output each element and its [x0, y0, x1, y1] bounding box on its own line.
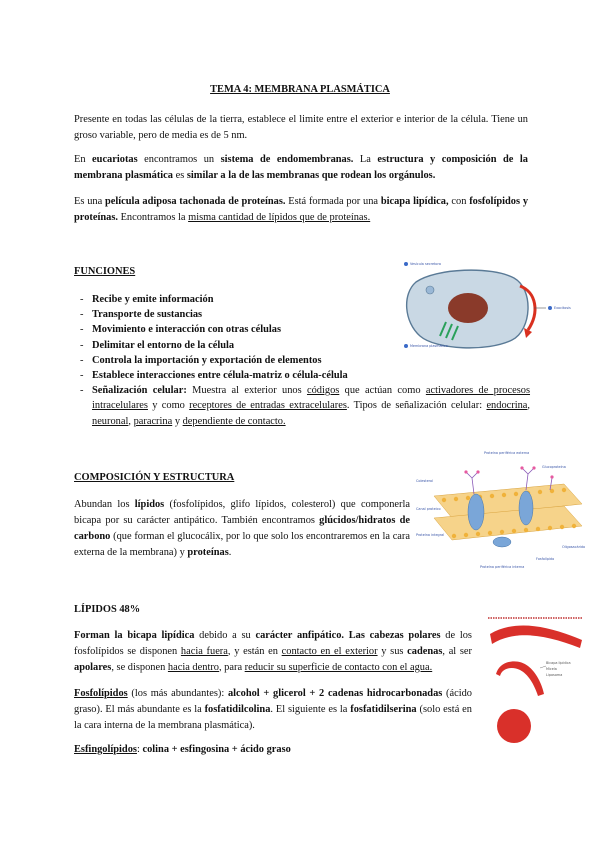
cell-figure [396, 256, 592, 356]
info-icon [404, 344, 408, 348]
liposome [497, 709, 531, 743]
membrane-label: Canal proteico [416, 507, 441, 511]
cell-label-top: Vesícula secretora [410, 262, 441, 266]
membrane-label: Glucoproteína [542, 465, 566, 469]
bilayer-sheet [488, 618, 582, 648]
intro-paragraph-1: Presente en todas las células de la tierra, establece el limite entre el exterior e interior de la célula. Tiene un groso variable, pero de media es de 5 nm. [74, 114, 528, 141]
list-item: - Delimitar el entorno de la célula [74, 338, 530, 353]
vesicle [426, 286, 434, 294]
info-icon [548, 306, 552, 310]
membrane-label: Oligosacárido [562, 545, 586, 549]
composicion-paragraph: Abundan los lípidos (fosfolípidos, glifo lípidos, colesterol) que componerla bicapa por su carácter antipático. También encontramos glúcidos/hidratos de carbono (que forman el glucocálix, por lo que solo los encontraremos en la cara externa de la membrana) y proteínas. [74, 499, 410, 558]
lipidos-heading: LÍPIDOS 48% [74, 604, 141, 615]
lipid-bilayer [434, 484, 582, 540]
list-item: - Recibe y emite información [74, 292, 530, 307]
info-icon [404, 262, 408, 266]
intro-paragraph-2: En eucariotas encontramos un sistema de endomembranas. La estructura y composición de la membrana plasmática es similar a la de las membranas que rodean los orgánulos. [74, 154, 528, 181]
membrane-label: Colesterol [416, 479, 433, 483]
composicion-heading: COMPOSICIÓN Y ESTRUCTURA [74, 472, 235, 483]
list-item: - Movimiento e interacción con otras células [74, 322, 530, 337]
lipidos-paragraph-3: Esfingolípidos: colina + esfingosina + ácido graso [74, 744, 291, 755]
membrane-label: Fosfolípido [536, 557, 555, 561]
lipid-label: Bicapa lipídica [546, 661, 571, 665]
cell-label-right: Exocitosis [554, 306, 571, 310]
membrane-label: Proteína periférica externa [484, 451, 530, 455]
lipid-structures-figure [484, 614, 588, 746]
membrane-label: Proteína integral [416, 533, 445, 537]
intro-paragraph-3: Es una película adiposa tachonada de proteínas. Está formada por una bicapa lipídica, con fosfolípidos y proteínas. Encontramos la misma cantidad de lípidos que de proteínas. [74, 196, 529, 223]
nucleus [448, 293, 488, 323]
funciones-heading: FUNCIONES [74, 266, 136, 277]
list-item: - Controla la importación y exportación de elementos [74, 353, 530, 368]
list-item: - Señalización celular: Muestra al exterior unos códigos que actúan como activadores de procesos intracelulares y como receptores de entradas extracelulares. Tipos de señalización celular: endocrina, neuronal, paracrina y dependiente de contacto. [74, 383, 530, 429]
lipid-label: Liposoma [546, 673, 563, 677]
cell-label-bottom: Membrana plasmática [410, 344, 448, 348]
list-item: - Establece interacciones entre célula-matriz o célula-célula [74, 368, 530, 383]
lipid-label: Micela [546, 667, 557, 671]
bilayer-curved [496, 661, 544, 696]
page-title: TEMA 4: MEMBRANA PLASMÁTICA [210, 84, 390, 95]
membrane-label: Proteína periférica interna [480, 565, 525, 569]
lipidos-paragraph-2: Fosfolípidos (los más abundantes): alcohol + glicerol + 2 cadenas hidrocarbonadas (ácido graso). El más abundante es la fosfatidilcolina. El siguiente es la fosfatidilserina (solo está en la cara interna de la membrana plasmática). [74, 688, 472, 731]
membrane-figure [414, 448, 592, 580]
list-item: - Transporte de sustancias [74, 307, 530, 322]
glycan-beads [464, 466, 553, 478]
lipidos-paragraph-1: Forman la bicapa lipídica debido a su carácter anfipático. Las cabezas polares de los fosfolípidos se disponen hacia fuera, y están en contacto en el exterior y sus cadenas, al ser apolares, se disponen hacia dentro, para reducir su superficie de contacto con el agua. [74, 630, 473, 673]
